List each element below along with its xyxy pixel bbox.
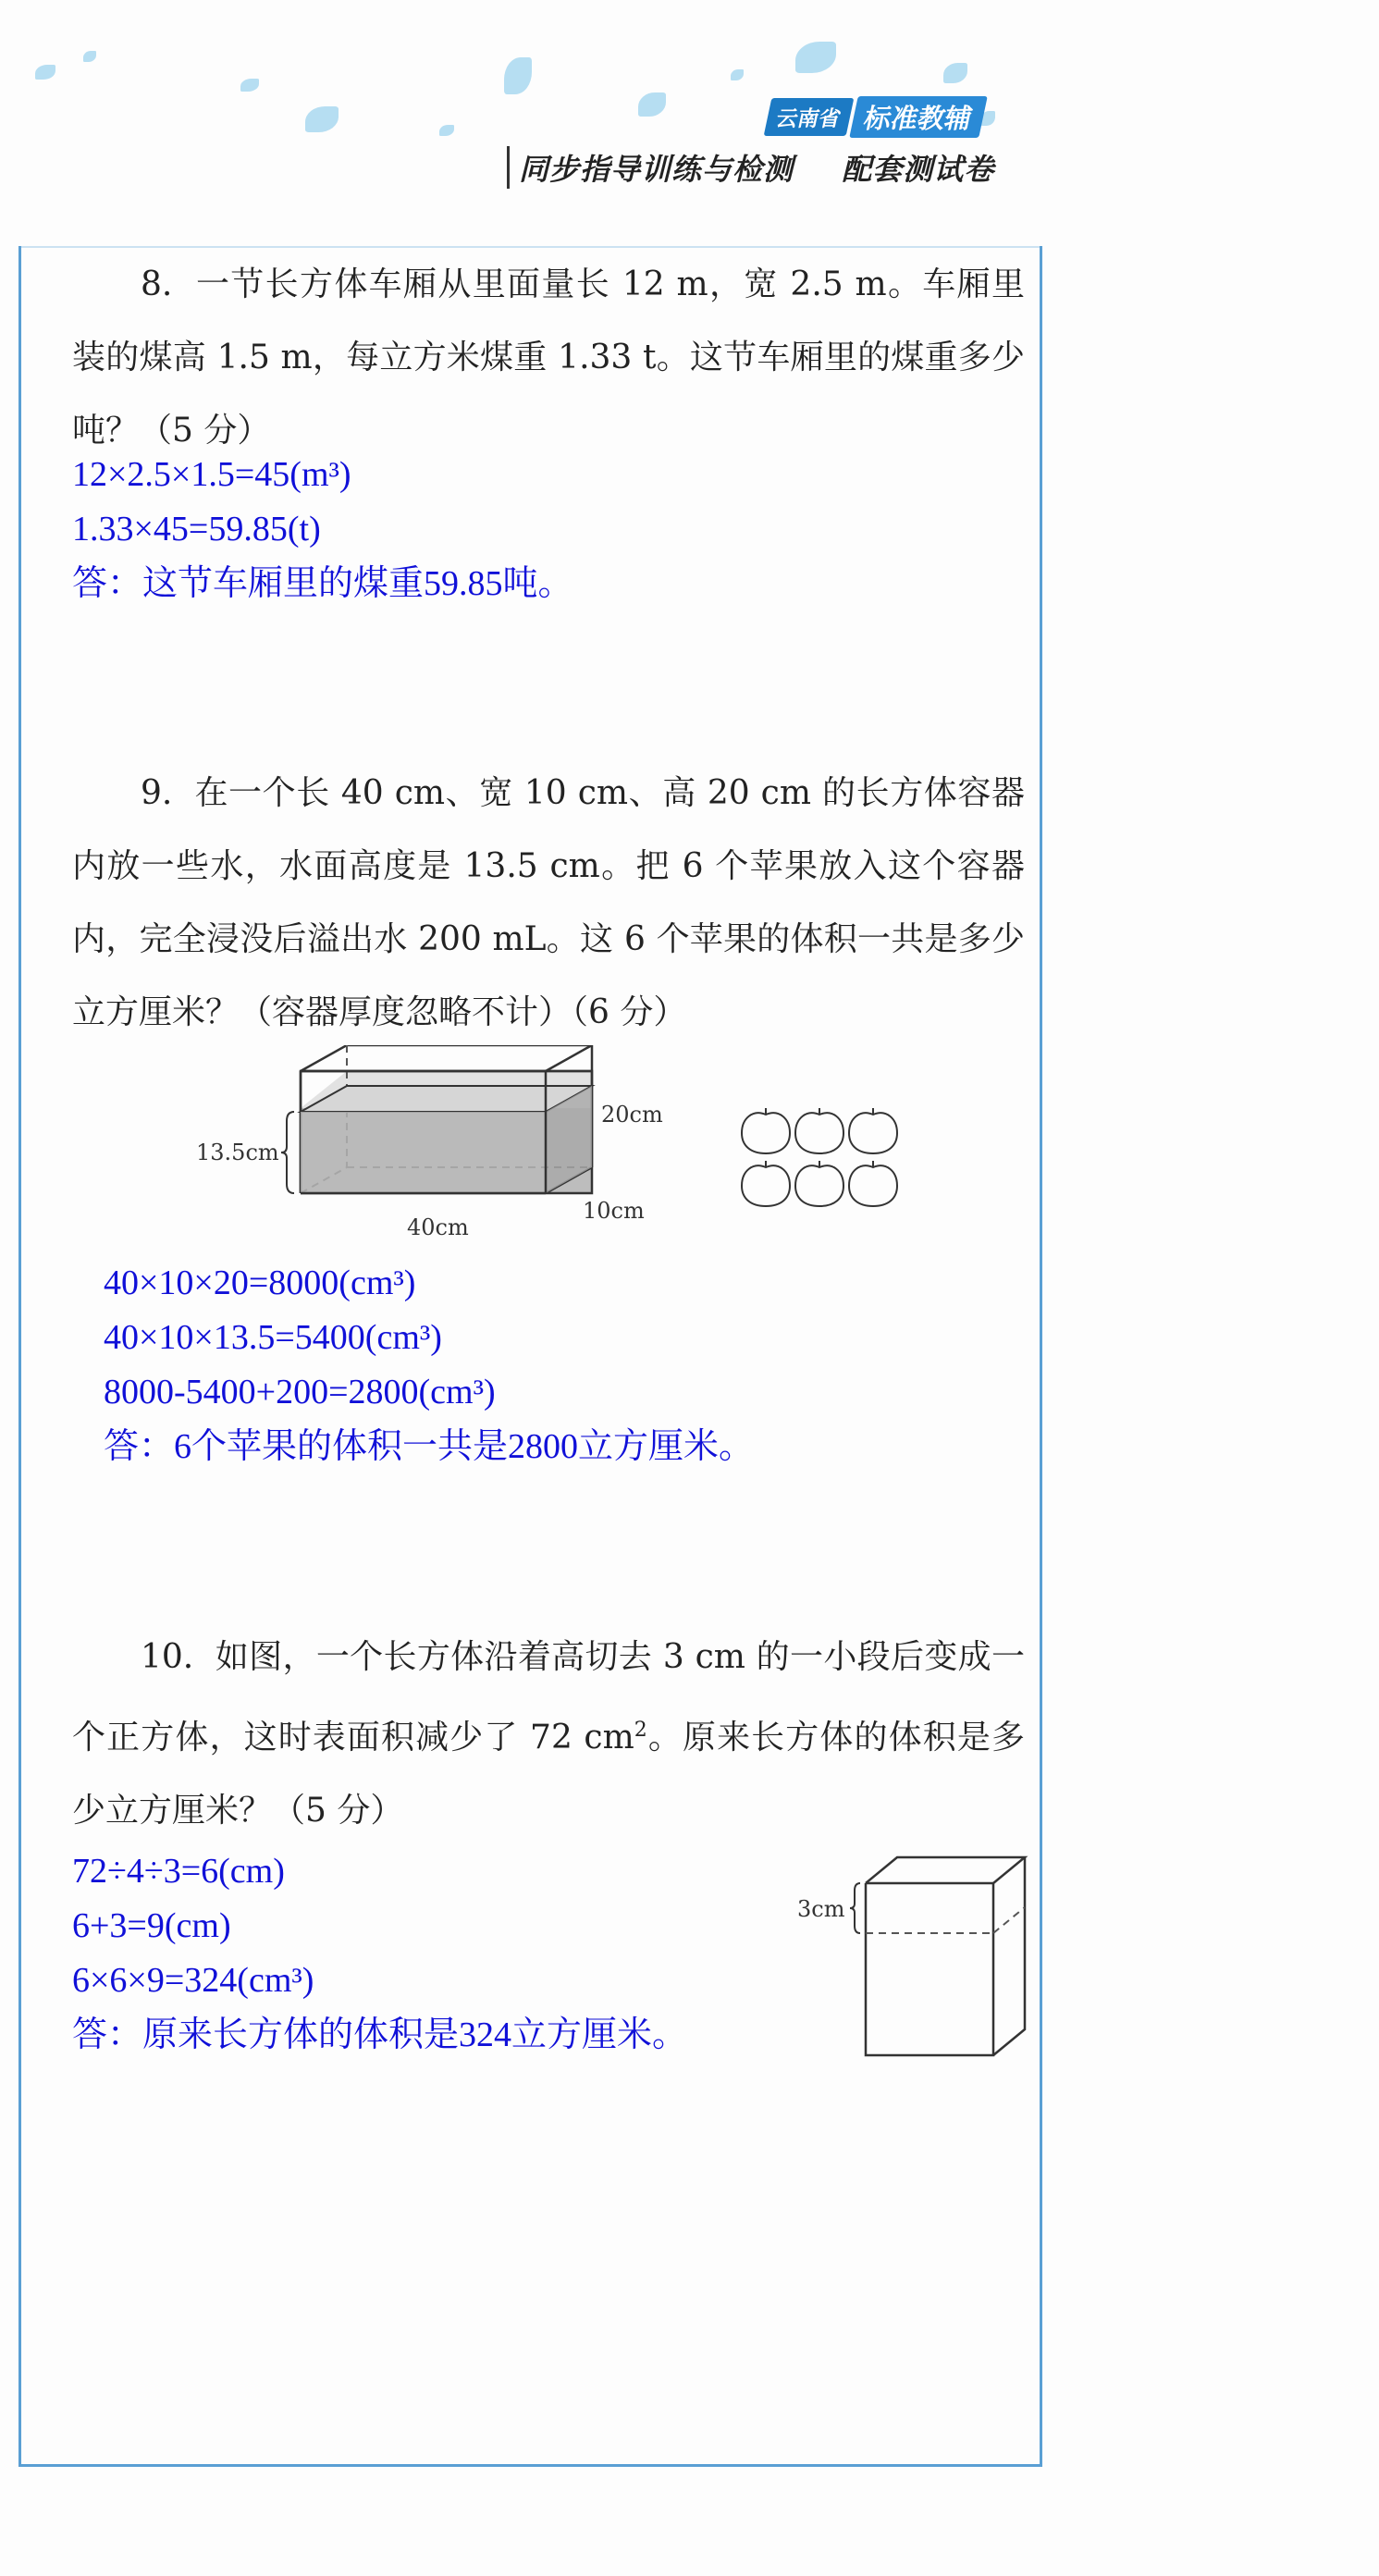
leaf-icon bbox=[943, 63, 967, 83]
subtitle-main: 同步指导训练与检测 bbox=[519, 152, 794, 187]
leaf-icon bbox=[731, 69, 744, 80]
question-8 bbox=[72, 248, 1025, 467]
answer-line: 答：这节车厢里的煤重59.85吨。 bbox=[72, 564, 573, 603]
height-label: 20cm bbox=[601, 1102, 663, 1128]
frame-left-border bbox=[18, 246, 21, 2466]
question-text: 在一个长 40 cm、宽 10 cm、高 20 cm 的长方体容器内放一些水，水面高度是 13.5 cm。把 6 个苹果放入这个容器内，完全浸没后溢出水 200 mL。这 6 个苹果的体积一共是多少立方厘米？（容器厚度忽略不计）（6 分） bbox=[72, 774, 1025, 1031]
answer-9 bbox=[104, 1256, 754, 1474]
leaf-icon bbox=[795, 42, 836, 73]
leaf-icon bbox=[439, 125, 454, 136]
question-number: 9. bbox=[141, 774, 173, 812]
cut-length-label: 3cm bbox=[797, 1896, 845, 1922]
leaf-icon bbox=[638, 92, 666, 117]
frame-right-border bbox=[1040, 246, 1042, 2466]
frame-bottom-border bbox=[18, 2464, 1042, 2467]
apples-figure bbox=[740, 1105, 906, 1216]
answer-line: 40×10×13.5=5400(cm³) bbox=[104, 1318, 442, 1357]
page-header bbox=[0, 0, 1379, 199]
answer-line: 12×2.5×1.5=45(m³) bbox=[72, 455, 351, 494]
brand-name: 标准教辅 bbox=[849, 96, 988, 138]
answer-line: 8000-5400+200=2800(cm³) bbox=[104, 1373, 496, 1411]
question-9 bbox=[72, 757, 1025, 1049]
question-number: 10. bbox=[141, 1638, 194, 1676]
answer-10 bbox=[72, 1844, 687, 2063]
answer-8 bbox=[72, 448, 573, 611]
answer-line: 答：原来长方体的体积是324立方厘米。 bbox=[72, 2015, 688, 2054]
question-number: 8. bbox=[141, 265, 173, 303]
subtitle-sub: 配套测试卷 bbox=[842, 152, 995, 187]
question-text: 如图，一个长方体沿着高切去 3 cm 的一小段后变成一个正方体，这时表面积减少了 72 cm bbox=[72, 1638, 1025, 1756]
answer-line: 6+3=9(cm) bbox=[72, 1906, 231, 1945]
water-height-label: 13.5cm bbox=[196, 1140, 279, 1165]
leaf-icon bbox=[504, 57, 532, 94]
question-10 bbox=[72, 1621, 1025, 1847]
answer-line: 1.33×45=59.85(t) bbox=[72, 510, 321, 548]
answer-line: 答：6个苹果的体积一共是2800立方厘米。 bbox=[104, 1427, 755, 1466]
width-label: 10cm bbox=[583, 1198, 645, 1224]
header-subtitle bbox=[507, 146, 994, 189]
apple-icon bbox=[742, 1108, 897, 1206]
question-text: 。原来长方体的体积是多少立方厘米？（5 分） bbox=[72, 1719, 1025, 1830]
question-text: 一节长方体车厢从里面量长 12 m，宽 2.5 m。车厢里装的煤高 1.5 m，每立方米煤重 1.33 t。这节车厢里的煤重多少吨？（5 分） bbox=[72, 265, 1025, 450]
brand-logo bbox=[768, 96, 983, 137]
leaf-icon bbox=[83, 51, 96, 62]
length-label: 40cm bbox=[407, 1214, 469, 1240]
leaf-icon bbox=[240, 79, 259, 92]
answer-line: 72÷4÷3=6(cm) bbox=[72, 1852, 285, 1891]
superscript: 2 bbox=[634, 1719, 647, 1742]
container-figure bbox=[185, 1045, 703, 1249]
cuboid-figure bbox=[786, 1850, 1036, 2072]
answer-line: 40×10×20=8000(cm³) bbox=[104, 1263, 416, 1302]
leaf-icon bbox=[305, 106, 339, 132]
leaf-icon bbox=[35, 65, 55, 80]
answer-line: 6×6×9=324(cm³) bbox=[72, 1961, 314, 2000]
brand-province: 云南省 bbox=[764, 98, 855, 136]
